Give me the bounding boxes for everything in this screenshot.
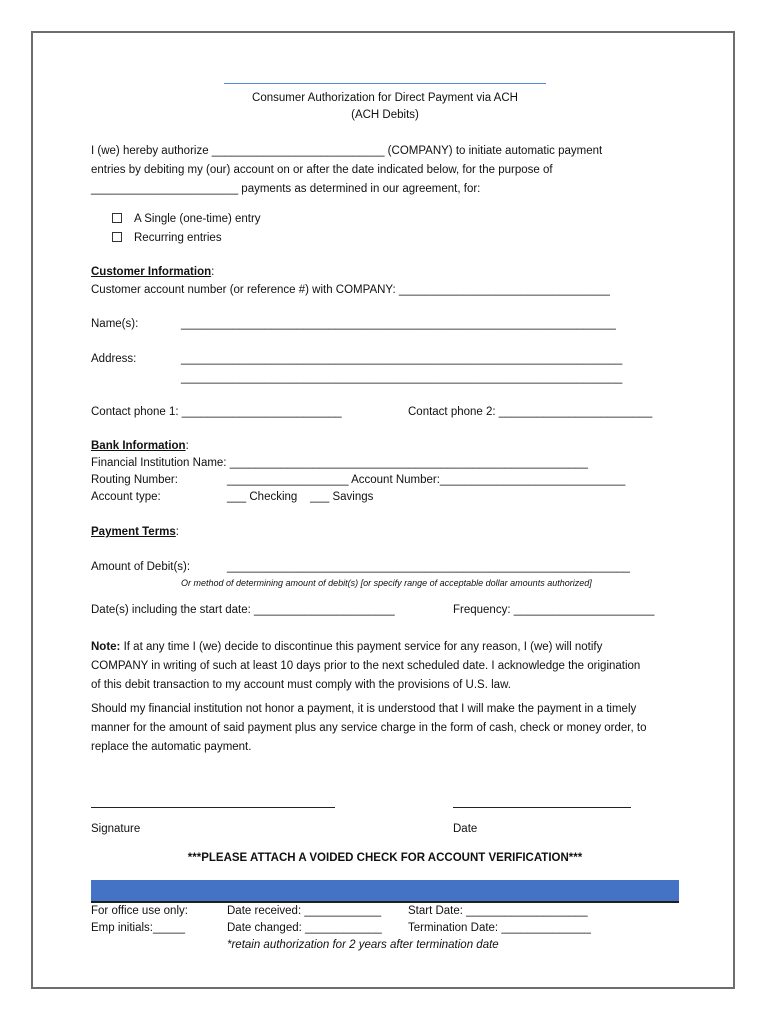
date-received-field[interactable]: Date received: ____________	[227, 905, 382, 917]
account-type-label: Account type:	[91, 491, 161, 503]
title-rule	[224, 83, 546, 84]
note-text: If at any time I (we) decide to discontinue this payment service for any reason, I (we) will notify	[120, 641, 603, 653]
heading-colon: :	[175, 526, 179, 538]
checkbox-single-entry[interactable]	[112, 213, 261, 225]
heading-text: Payment Terms	[91, 526, 176, 538]
office-use-bar	[91, 880, 679, 903]
name-field[interactable]: ____________________________________________________________________	[181, 318, 616, 330]
routing-account-number-field[interactable]: ___________________ Account Number:_____________________________	[227, 474, 626, 486]
retention-note: *retain authorization for 2 years after termination date	[227, 939, 499, 951]
honor-line: Should my financial institution not honor a payment, it is understood that I will make the payment in a timely	[91, 703, 637, 715]
amount-note: Or method of determining amount of debit(s) [or specify range of acceptable dollar amounts authorized]	[181, 578, 592, 588]
note-line: of this debit transaction to my account must comply with the provisions of U.S. law.	[91, 679, 511, 691]
checkbox-icon[interactable]	[112, 213, 122, 223]
start-date-field[interactable]: Date(s) including the start date: ______________________	[91, 604, 395, 616]
checkbox-label: Recurring entries	[134, 232, 222, 244]
routing-number-label: Routing Number:	[91, 474, 178, 486]
start-date-office-field[interactable]: Start Date: ___________________	[408, 905, 588, 917]
bank-info-heading	[91, 440, 189, 452]
intro-line: _______________________ payments as determined in our agreement, for:	[91, 183, 481, 195]
voided-check-notice: ***PLEASE ATTACH A VOIDED CHECK FOR ACCOUNT VERIFICATION***	[187, 852, 583, 864]
contact-phone-2-field[interactable]: Contact phone 2: ________________________	[408, 406, 653, 418]
signature-label: Signature	[91, 823, 141, 835]
signature-line[interactable]	[91, 807, 335, 808]
checkbox-icon[interactable]	[112, 232, 122, 242]
customer-account-number-field[interactable]: Customer account number (or reference #) with COMPANY: _________________________________	[91, 284, 610, 296]
checkbox-label: A Single (one-time) entry	[134, 213, 261, 225]
note-line	[91, 638, 683, 657]
checkbox-recurring-entries[interactable]	[112, 232, 222, 244]
heading-text: Customer Information	[91, 266, 212, 278]
note-label: Note:	[91, 641, 121, 653]
intro-line: entries by debiting my (our) account on or after the date indicated below, for the purpose of	[91, 164, 553, 176]
date-line[interactable]	[453, 807, 631, 808]
amount-label: Amount of Debit(s):	[91, 561, 191, 573]
name-label: Name(s):	[91, 318, 139, 330]
frequency-field[interactable]: Frequency: ______________________	[453, 604, 655, 616]
amount-field[interactable]: _______________________________________________________________	[227, 561, 630, 573]
heading-text: Bank Information	[91, 440, 186, 452]
termination-date-field[interactable]: Termination Date: ______________	[408, 922, 591, 934]
note-paragraph	[91, 638, 683, 695]
payment-terms-heading	[91, 526, 179, 538]
contact-phone-1-field[interactable]: Contact phone 1: _________________________	[91, 406, 342, 418]
date-changed-field[interactable]: Date changed: ____________	[227, 922, 382, 934]
date-label: Date	[453, 823, 478, 835]
address-field-line2[interactable]: _____________________________________________________________________	[181, 372, 623, 384]
honor-paragraph	[91, 700, 683, 757]
honor-line: replace the automatic payment.	[91, 741, 252, 753]
honor-line: manner for the amount of said payment plus any service charge in the form of cash, check or money order, to	[91, 722, 647, 734]
heading-colon: :	[211, 266, 215, 278]
emp-initials-field[interactable]: Emp initials:_____	[91, 922, 185, 934]
heading-colon: :	[185, 440, 189, 452]
form-title: Consumer Authorization for Direct Payment via ACH	[252, 92, 518, 104]
address-label: Address:	[91, 353, 137, 365]
note-line: COMPANY in writing of such at least 10 days prior to the next scheduled date. I acknowledge the origination	[91, 660, 641, 672]
office-use-label: For office use only:	[91, 905, 188, 917]
form-subtitle: (ACH Debits)	[351, 109, 419, 121]
account-type-options[interactable]: ___ Checking ___ Savings	[227, 491, 374, 503]
financial-institution-field[interactable]: Financial Institution Name: ________________________________________________________	[91, 457, 588, 469]
intro-line: I (we) hereby authorize ___________________________ (COMPANY) to initiate automatic payment	[91, 145, 603, 157]
intro-paragraph	[91, 142, 683, 199]
address-field-line1[interactable]: _____________________________________________________________________	[181, 353, 623, 365]
customer-info-heading	[91, 266, 214, 278]
